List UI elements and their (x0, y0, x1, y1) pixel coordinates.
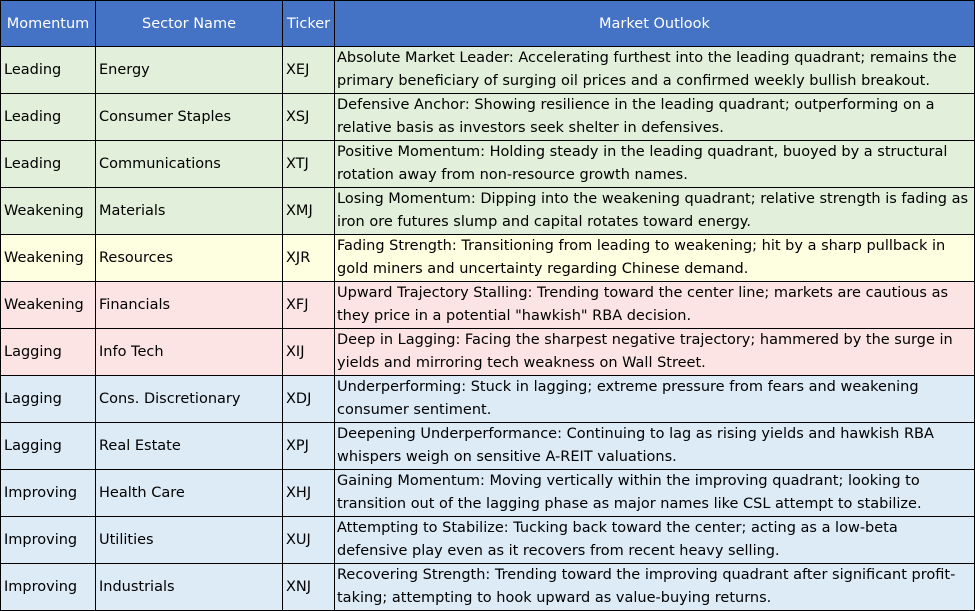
ticker-cell: XFJ (283, 282, 335, 329)
ticker-cell: XUJ (283, 517, 335, 564)
table-row (1, 141, 975, 188)
table-row (1, 517, 975, 564)
header-market-outlook: Market Outlook (335, 1, 975, 47)
sector-name-cell: Communications (96, 141, 283, 188)
ticker-cell: XDJ (283, 376, 335, 423)
momentum-cell: Improving (1, 517, 96, 564)
market-outlook-cell: Deep in Lagging: Facing the sharpest negative trajectory; hammered by the surge in yields and mirroring tech weakness on Wall Street. (335, 329, 975, 376)
ticker-cell: XNJ (283, 564, 335, 611)
market-outlook-cell: Attempting to Stabilize: Tucking back toward the center; acting as a low-beta defensive play even as it recovers from recent heavy selling. (335, 517, 975, 564)
momentum-cell: Lagging (1, 376, 96, 423)
table-row (1, 188, 975, 235)
momentum-cell: Improving (1, 470, 96, 517)
sector-name-cell: Info Tech (96, 329, 283, 376)
table-row (1, 376, 975, 423)
table-row (1, 235, 975, 282)
momentum-cell: Lagging (1, 423, 96, 470)
market-outlook-cell: Absolute Market Leader: Accelerating furthest into the leading quadrant; remains the primary beneficiary of surging oil prices and a confirmed weekly bullish breakout. (335, 47, 975, 94)
ticker-cell: XMJ (283, 188, 335, 235)
table-body (1, 47, 975, 611)
sector-name-cell: Energy (96, 47, 283, 94)
momentum-cell: Leading (1, 141, 96, 188)
header-sector-name: Sector Name (96, 1, 283, 47)
market-outlook-cell: Underperforming: Stuck in lagging; extreme pressure from fears and weakening consumer sentiment. (335, 376, 975, 423)
table-row (1, 564, 975, 611)
momentum-cell: Weakening (1, 282, 96, 329)
header-ticker: Ticker (283, 1, 335, 47)
sector-name-cell: Health Care (96, 470, 283, 517)
market-outlook-cell: Losing Momentum: Dipping into the weakening quadrant; relative strength is fading as iron ore futures slump and capital rotates toward energy. (335, 188, 975, 235)
momentum-cell: Leading (1, 47, 96, 94)
market-outlook-cell: Recovering Strength: Trending toward the improving quadrant after significant profit-taking; attempting to hook upward as value-buying returns. (335, 564, 975, 611)
table-row (1, 94, 975, 141)
table-row (1, 423, 975, 470)
header-momentum: Momentum (1, 1, 96, 47)
sector-name-cell: Utilities (96, 517, 283, 564)
ticker-cell: XJR (283, 235, 335, 282)
momentum-cell: Improving (1, 564, 96, 611)
market-outlook-cell: Deepening Underperformance: Continuing to lag as rising yields and hawkish RBA whispers weigh on sensitive A-REIT valuations. (335, 423, 975, 470)
market-outlook-cell: Defensive Anchor: Showing resilience in the leading quadrant; outperforming on a relative basis as investors seek shelter in defensives. (335, 94, 975, 141)
sector-name-cell: Consumer Staples (96, 94, 283, 141)
momentum-cell: Leading (1, 94, 96, 141)
sector-name-cell: Financials (96, 282, 283, 329)
table-row (1, 470, 975, 517)
market-outlook-cell: Gaining Momentum: Moving vertically within the improving quadrant; looking to transition out of the lagging phase as major names like CSL attempt to stabilize. (335, 470, 975, 517)
momentum-cell: Weakening (1, 188, 96, 235)
table-row (1, 282, 975, 329)
ticker-cell: XHJ (283, 470, 335, 517)
sector-name-cell: Industrials (96, 564, 283, 611)
ticker-cell: XSJ (283, 94, 335, 141)
market-outlook-cell: Positive Momentum: Holding steady in the leading quadrant, buoyed by a structural rotation away from non-resource growth names. (335, 141, 975, 188)
table-row (1, 47, 975, 94)
momentum-cell: Lagging (1, 329, 96, 376)
ticker-cell: XPJ (283, 423, 335, 470)
ticker-cell: XEJ (283, 47, 335, 94)
ticker-cell: XIJ (283, 329, 335, 376)
market-outlook-cell: Upward Trajectory Stalling: Trending toward the center line; markets are cautious as they price in a potential "hawkish" RBA decision. (335, 282, 975, 329)
sector-name-cell: Cons. Discretionary (96, 376, 283, 423)
momentum-cell: Weakening (1, 235, 96, 282)
header-row (1, 1, 975, 47)
ticker-cell: XTJ (283, 141, 335, 188)
sector-name-cell: Materials (96, 188, 283, 235)
sector-name-cell: Real Estate (96, 423, 283, 470)
market-outlook-cell: Fading Strength: Transitioning from leading to weakening; hit by a sharp pullback in gold miners and uncertainty regarding Chinese demand. (335, 235, 975, 282)
sector-name-cell: Resources (96, 235, 283, 282)
table-row (1, 329, 975, 376)
